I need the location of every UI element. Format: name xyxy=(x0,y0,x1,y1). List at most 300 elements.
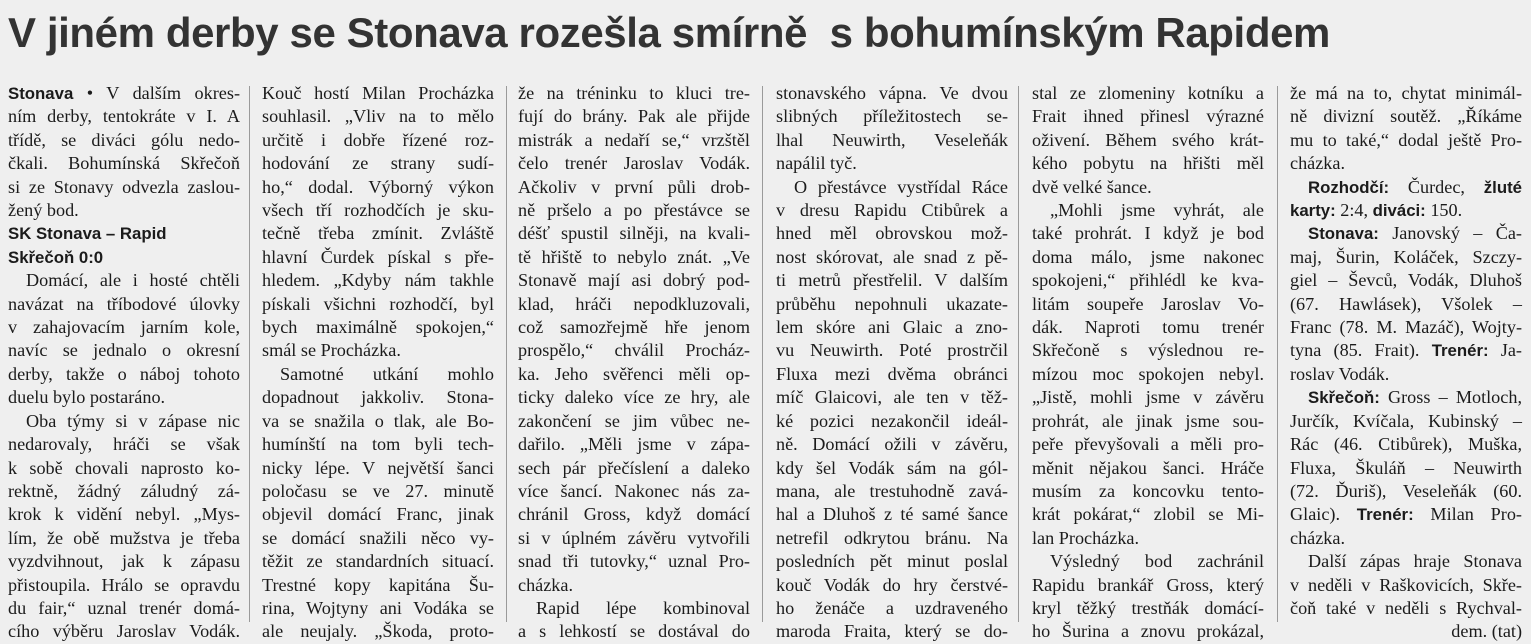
text-line xyxy=(262,527,494,550)
text-line xyxy=(8,550,240,573)
text-segment: čelo trenér Jaroslav Vodák. xyxy=(518,153,750,174)
bold-text: Trenér: xyxy=(1356,505,1414,525)
text-line xyxy=(1290,339,1522,362)
text-line xyxy=(1290,105,1522,128)
text-segment: prospělo,“ chválil Procház- xyxy=(518,340,750,361)
text-segment: těžit ze standardních situací. xyxy=(262,551,494,572)
text-line xyxy=(518,82,750,105)
text-segment: maj, Šurin, Koláček, Szczy- xyxy=(1290,246,1522,267)
text-segment: cházka. xyxy=(1290,527,1346,548)
text-line xyxy=(8,129,240,152)
text-segment: litám soupeře Jaroslav Vo- xyxy=(1032,293,1264,314)
text-segment: mízou moc spokojen nebyl. xyxy=(1032,363,1264,384)
text-line xyxy=(262,410,494,433)
text-line xyxy=(262,574,494,597)
text-segment: měnit nějakou šanci. Hráče xyxy=(1032,457,1264,478)
text-line xyxy=(8,363,240,386)
text-segment: v dresu Rapidu Ctibůrek a xyxy=(776,200,1008,221)
text-line xyxy=(262,176,494,199)
text-segment: stonavského vápna. Ve dvou xyxy=(776,83,1008,103)
text-segment: čoň také v neděli s Rychval- xyxy=(1290,597,1522,618)
text-segment: ticky daleko více ze hry, ale xyxy=(518,387,750,408)
text-segment: hal a Dluhoš z té samé šance xyxy=(776,504,1008,525)
article-column-6 xyxy=(1290,82,1522,642)
text-line xyxy=(262,316,494,339)
column-divider xyxy=(249,86,250,622)
text-segment: smál se Procházka. xyxy=(262,340,401,361)
text-line xyxy=(8,176,240,199)
text-segment: maroda Fraita, který se do- xyxy=(776,621,1008,642)
text-segment: navíc se jednalo o okresní xyxy=(8,340,240,361)
text-segment: rina, Wojtyny ani Vodáka se xyxy=(262,597,494,618)
text-line xyxy=(1290,457,1522,480)
text-line xyxy=(262,199,494,222)
text-segment: déšť spustil silněji, na kvali- xyxy=(518,223,750,244)
text-segment: lan Procházka. xyxy=(1032,527,1140,548)
text-line xyxy=(8,293,240,316)
text-segment: že má na to, chytat minimál- xyxy=(1290,83,1522,103)
text-segment: Další zápas hraje Stonava xyxy=(1308,551,1522,572)
text-line xyxy=(776,246,1008,269)
article-column-5 xyxy=(1032,82,1264,642)
text-line xyxy=(518,199,750,222)
text-line xyxy=(262,129,494,152)
text-line xyxy=(1032,386,1264,409)
text-segment: Rác (46. Ctibůrek), Muška, xyxy=(1290,434,1522,455)
text-line xyxy=(262,433,494,456)
text-line xyxy=(1032,339,1264,362)
text-segment: souhlasil. „Vliv na to mělo xyxy=(262,106,494,127)
text-line xyxy=(8,527,240,550)
text-segment: 150. xyxy=(1425,200,1463,221)
text-segment: dvě velké šance. xyxy=(1032,176,1152,197)
text-line xyxy=(1290,129,1522,152)
text-segment: „Jistě, mohli jsme v závěru xyxy=(1032,387,1264,408)
text-segment: Franc (78. M. Mazáč), Wojty- xyxy=(1290,317,1522,338)
text-line xyxy=(518,386,750,409)
text-line xyxy=(8,222,240,245)
text-line xyxy=(1032,152,1264,175)
text-segment: hlavní Čurdek pískal s pře- xyxy=(262,246,494,267)
text-line xyxy=(776,316,1008,339)
text-segment: si ze Stonavy odvezla zaslou- xyxy=(8,176,240,197)
text-segment: Fluxa, Škuláň – Neuwirth xyxy=(1290,457,1522,478)
text-line xyxy=(8,410,240,433)
text-line xyxy=(1290,176,1522,199)
text-segment: oživení. Během svého krát- xyxy=(1032,129,1264,150)
text-line xyxy=(1290,620,1522,643)
text-line xyxy=(1290,480,1522,503)
text-segment: du fair,“ uznal trenér domá- xyxy=(8,597,240,618)
article-column-1 xyxy=(8,82,240,642)
text-segment: (72. Ďuriš), Veseleňák (60. xyxy=(1290,480,1522,501)
text-segment: nedarovaly, hráči se však xyxy=(8,434,240,455)
text-line xyxy=(776,129,1008,152)
text-line xyxy=(776,550,1008,573)
text-segment: bych maximálně spokojen,“ xyxy=(262,317,494,338)
text-line xyxy=(776,199,1008,222)
text-segment: nicky lépe. V největší šanci xyxy=(262,457,494,478)
text-segment: ně divizní soutěž. „Říkáme xyxy=(1290,106,1522,127)
bold-text: Stonava xyxy=(8,84,74,103)
text-line xyxy=(518,433,750,456)
text-segment: si v úplném závěru vytvořili xyxy=(518,527,750,548)
text-line xyxy=(776,293,1008,316)
text-line xyxy=(776,433,1008,456)
text-segment: lhal Neuwirth, Veseleňák xyxy=(776,129,1008,150)
text-line xyxy=(1032,222,1264,245)
text-line xyxy=(518,550,750,573)
bold-text: diváci: xyxy=(1372,201,1426,221)
text-segment: míč Glaicovi, ale ten v těž- xyxy=(776,387,1008,408)
bold-text: Stonava: xyxy=(1308,224,1379,244)
column-divider xyxy=(1018,86,1019,622)
text-segment: třídě, se diváci gólu nedo- xyxy=(8,129,240,150)
text-line xyxy=(776,597,1008,620)
text-line xyxy=(1032,105,1264,128)
text-segment: Samotné utkání mohlo xyxy=(280,363,494,384)
text-line xyxy=(8,316,240,339)
text-line xyxy=(262,386,494,409)
text-segment: Domácí, ale i hosté chtěli xyxy=(26,270,240,291)
text-segment: hodování ze strany sudí- xyxy=(262,153,494,174)
text-segment: klad, hráči nepodkluzovali, xyxy=(518,293,750,314)
text-line xyxy=(518,503,750,526)
article-headline: V jiném derby se Stonava rozešla smírně s bohumínským Rapidem xyxy=(8,9,1330,56)
text-segment: nost skórovat, ale snad z pě- xyxy=(776,246,1008,267)
text-segment: „Mohli jsme vyhrát, ale xyxy=(1050,200,1264,221)
bold-text: Skřečoň 0:0 xyxy=(8,247,104,267)
text-line xyxy=(1032,293,1264,316)
text-line xyxy=(1032,620,1264,643)
text-segment: Rapid lépe kombinoval xyxy=(536,597,750,618)
text-segment: vu Neuwirth. Poté prostrčil xyxy=(776,340,1008,361)
text-segment: a s lehkostí se dostával do xyxy=(518,621,750,642)
text-line xyxy=(262,339,494,362)
text-line xyxy=(1290,316,1522,339)
text-segment: Trestné kopy kapitána Šu- xyxy=(262,574,494,595)
text-segment: pískali všichni rozhodčí, byl xyxy=(262,293,494,314)
text-line xyxy=(8,105,240,128)
text-line xyxy=(776,410,1008,433)
text-segment: zakončení se jim vůbec ne- xyxy=(518,410,750,431)
text-segment: mu to také,“ dodal ještě Pro- xyxy=(1290,129,1522,150)
text-line xyxy=(776,339,1008,362)
text-line xyxy=(1290,222,1522,245)
text-line xyxy=(1032,129,1264,152)
text-segment: čkali. Bohumínská Skřečoň xyxy=(8,153,240,174)
text-segment: ně pršelo a po přestávce se xyxy=(518,200,750,221)
text-line xyxy=(262,550,494,573)
text-line xyxy=(262,269,494,292)
text-line xyxy=(518,410,750,433)
text-line xyxy=(8,574,240,597)
text-segment: Jurčík, Kvíčala, Kubinský – xyxy=(1290,410,1522,431)
text-line xyxy=(262,457,494,480)
text-line xyxy=(1032,574,1264,597)
article-column-2 xyxy=(262,82,494,642)
text-line xyxy=(1290,152,1522,175)
text-segment: ním derby, tentokráte v I. A xyxy=(8,106,240,127)
text-segment: Glaic). xyxy=(1290,504,1357,525)
text-line xyxy=(8,246,240,269)
text-line xyxy=(518,222,750,245)
text-segment: krát pokárat,“ zlobil se Mi- xyxy=(1032,504,1264,525)
text-segment: stal ze zlomeniny kotníku a xyxy=(1032,83,1264,103)
text-line xyxy=(1290,527,1522,550)
text-line xyxy=(1032,363,1264,386)
text-segment: se domácí snažili něco vy- xyxy=(262,527,494,548)
text-segment: Rapidu brankář Gross, který xyxy=(1032,574,1264,595)
text-segment: cího výběru Jaroslav Vodák. xyxy=(8,621,240,642)
text-segment: objevil domácí Franc, jinak xyxy=(262,504,494,525)
article-column-3 xyxy=(518,82,750,642)
text-line xyxy=(518,339,750,362)
text-segment: slibných příležitostech se- xyxy=(776,106,1008,127)
text-line xyxy=(8,269,240,292)
text-line xyxy=(518,597,750,620)
text-line xyxy=(8,503,240,526)
text-segment: Kouč hostí Milan Procházka xyxy=(262,83,494,103)
column-divider xyxy=(762,86,763,622)
text-line xyxy=(776,457,1008,480)
text-segment: kouč Vodák do hry čerstvé- xyxy=(776,574,1008,595)
text-line xyxy=(518,105,750,128)
text-segment: musím za koncovku tento- xyxy=(1032,480,1264,501)
text-segment: ale neujaly. „Škoda, proto- xyxy=(262,621,494,642)
text-segment: určitě i dobře řízené roz- xyxy=(262,129,494,150)
text-segment: spokojeni,“ přihlédl ke kva- xyxy=(1032,270,1264,291)
text-segment: 2:4, xyxy=(1335,200,1373,221)
text-segment: dák. Naproti tomu trenér xyxy=(1032,317,1264,338)
text-line xyxy=(1032,410,1264,433)
text-segment: giel – Ševců, Vodák, Dluhoš xyxy=(1290,270,1522,291)
text-line xyxy=(776,503,1008,526)
text-line xyxy=(1290,433,1522,456)
bold-text: žluté xyxy=(1483,177,1522,197)
text-line xyxy=(1032,82,1264,105)
text-segment: ho Šurina a znovu prokázal, xyxy=(1032,621,1264,642)
text-segment: fují do brány. Pak ale přijde xyxy=(518,106,750,127)
text-line xyxy=(518,129,750,152)
text-segment: Výsledný bod zachránil xyxy=(1050,551,1264,572)
text-line xyxy=(8,597,240,620)
text-line xyxy=(518,246,750,269)
text-line xyxy=(776,152,1008,175)
text-segment: ké pozici nezakončil ideál- xyxy=(776,410,1008,431)
text-line xyxy=(518,176,750,199)
text-line xyxy=(8,457,240,480)
text-line xyxy=(518,527,750,550)
text-segment: ho,“ dodal. Výborný výkon xyxy=(262,176,494,197)
text-segment: napálil tyč. xyxy=(776,153,857,174)
text-line xyxy=(1032,269,1264,292)
text-segment: také prohrát. I když je bod xyxy=(1032,223,1264,244)
text-segment: všech tří rozhodčích je sku- xyxy=(262,200,494,221)
text-segment: snad tři tutovky,“ uznal Pro- xyxy=(518,551,750,572)
text-segment: (67. Hawlásek), Všolek – xyxy=(1290,293,1522,314)
text-line xyxy=(776,222,1008,245)
text-line xyxy=(8,386,240,409)
text-segment: kdy šel Vodák sám na gól- xyxy=(776,457,1008,478)
text-line xyxy=(1290,293,1522,316)
text-segment: průběhu nepohnuli ukazate- xyxy=(776,293,1008,314)
text-line xyxy=(262,363,494,386)
article-column-4 xyxy=(776,82,1008,642)
text-segment: peře převyšovali a měli pro- xyxy=(1032,434,1264,455)
text-segment: poločasu se ve 27. minutě xyxy=(262,480,494,501)
text-line xyxy=(8,199,240,222)
text-line xyxy=(1032,176,1264,199)
text-segment: dařilo. „Měli jsme v zápa- xyxy=(518,434,750,455)
text-segment: vyzdvihnout, jak k zápasu xyxy=(8,551,240,572)
text-line xyxy=(1290,550,1522,573)
text-line xyxy=(1290,363,1522,386)
text-segment: Gross – Motloch, xyxy=(1379,387,1522,408)
text-segment: O přestávce vystřídal Ráce xyxy=(794,176,1008,197)
text-segment: prohrát, ale jinak jsme sou- xyxy=(1032,410,1264,431)
text-segment: v neděli v Raškovicích, Skře- xyxy=(1290,574,1522,595)
text-line xyxy=(262,222,494,245)
text-segment: Čurdec, xyxy=(1389,176,1484,197)
text-segment: hned měl obrovskou mož- xyxy=(776,223,1008,244)
text-segment: Milan Pro- xyxy=(1413,504,1522,525)
text-segment: v zahajovacím jarním kole, xyxy=(8,317,240,338)
text-line xyxy=(1032,597,1264,620)
text-segment: doma málo, jsme nakonec xyxy=(1032,246,1264,267)
text-line xyxy=(518,480,750,503)
bold-text: SK Stonava – Rapid xyxy=(8,224,167,244)
text-line xyxy=(1032,503,1264,526)
text-segment: ho ženáče a uzdraveného xyxy=(776,597,1008,618)
text-line xyxy=(776,176,1008,199)
text-line xyxy=(776,480,1008,503)
text-segment: lím, že obě mužstva je třeba xyxy=(8,527,240,548)
text-segment: ti metrů přestřelil. V dalším xyxy=(776,270,1008,291)
text-line xyxy=(518,363,750,386)
text-segment: kého pobytu na hřišti měl xyxy=(1032,153,1264,174)
text-line xyxy=(1032,433,1264,456)
text-segment: chránil Gross, když domácí xyxy=(518,504,750,525)
text-segment: mistrák a nedaří se,“ vrzštěl xyxy=(518,129,750,150)
text-line xyxy=(1032,199,1264,222)
text-line xyxy=(1032,246,1264,269)
text-segment: netrefil odkrytou bránu. Na xyxy=(776,527,1008,548)
text-segment: rektně, žádný záludný zá- xyxy=(8,480,240,501)
text-line xyxy=(776,269,1008,292)
bold-text: Rozhodčí: xyxy=(1308,177,1390,197)
bold-text: Skřečoň: xyxy=(1308,388,1380,408)
text-line xyxy=(518,620,750,643)
text-line xyxy=(8,433,240,456)
text-line xyxy=(776,363,1008,386)
text-segment: přistoupila. Hrálo se opravdu xyxy=(8,574,240,595)
text-line xyxy=(1290,386,1522,409)
text-line xyxy=(518,293,750,316)
text-line xyxy=(1032,480,1264,503)
text-segment: hledem. „Kdyby nám takhle xyxy=(262,270,494,291)
text-segment: žený bod. xyxy=(8,200,79,221)
text-segment: Janovský – Ča- xyxy=(1378,223,1522,244)
text-line xyxy=(262,105,494,128)
text-segment: lem skóre ani Glaic a zno- xyxy=(776,317,1008,338)
text-segment: navázat na tříbodové úlovky xyxy=(8,293,240,314)
text-segment: tě hřiště to nebylo znát. „Ve xyxy=(518,246,750,267)
text-segment: Fluxa mezi dvěma obránci xyxy=(776,363,1008,384)
text-segment: Frait ihned přinesl výrazné xyxy=(1032,106,1264,127)
text-segment: humínští na tom byli tech- xyxy=(262,434,494,455)
text-line xyxy=(1032,457,1264,480)
text-segment: kryl těžký trestňák domácí- xyxy=(1032,597,1264,618)
text-line xyxy=(776,620,1008,643)
text-line xyxy=(262,503,494,526)
bold-text: karty: xyxy=(1290,201,1336,221)
text-segment: va se snažila o tlak, ale Bo- xyxy=(262,410,494,431)
text-line xyxy=(262,246,494,269)
text-line xyxy=(262,152,494,175)
text-line xyxy=(8,152,240,175)
text-line xyxy=(1290,82,1522,105)
text-segment: k sobě chovali naprosto ko- xyxy=(8,457,240,478)
text-line xyxy=(776,386,1008,409)
text-segment: krok k vidění nebyl. „Mys- xyxy=(8,504,240,525)
text-segment: více šancí. Nakonec nás za- xyxy=(518,480,750,501)
text-segment: sech pár přečíslení a daleko xyxy=(518,457,750,478)
text-line xyxy=(8,620,240,643)
text-segment: cházka. xyxy=(518,574,574,595)
text-segment: duelu bylo postaráno. xyxy=(8,387,166,408)
text-segment: derby, takže o náboj tohoto xyxy=(8,363,240,384)
text-segment: cházka. xyxy=(1290,153,1346,174)
text-line xyxy=(262,293,494,316)
text-segment: roslav Vodák. xyxy=(1290,363,1390,384)
text-segment: Oba týmy si v zápase nic xyxy=(26,410,240,431)
text-segment: • V dalším okres- xyxy=(73,83,240,103)
text-line xyxy=(1290,503,1522,526)
text-line xyxy=(518,269,750,292)
text-line xyxy=(776,105,1008,128)
text-line xyxy=(262,82,494,105)
bold-text: Trenér: xyxy=(1431,341,1489,361)
text-line xyxy=(262,597,494,620)
text-line xyxy=(8,480,240,503)
text-line xyxy=(1032,550,1264,573)
text-line xyxy=(776,82,1008,105)
text-segment: Skřečoně s výslednou re- xyxy=(1032,340,1264,361)
text-segment: že na tréninku to kluci tre- xyxy=(518,83,750,103)
text-line xyxy=(8,339,240,362)
text-line xyxy=(776,527,1008,550)
column-divider xyxy=(1277,86,1278,622)
text-line xyxy=(262,480,494,503)
text-line xyxy=(1032,316,1264,339)
text-segment: ka. Jeho svěřenci měli op- xyxy=(518,363,750,384)
text-line xyxy=(518,316,750,339)
text-line xyxy=(262,620,494,643)
text-line xyxy=(1290,246,1522,269)
text-line xyxy=(1032,527,1264,550)
text-line xyxy=(1290,410,1522,433)
text-segment: posledních pět minut poslal xyxy=(776,551,1008,572)
text-segment: Ja- xyxy=(1488,340,1522,361)
text-line xyxy=(518,574,750,597)
text-line xyxy=(518,457,750,480)
text-segment: dem. (tat) xyxy=(1451,621,1522,642)
text-segment: Ačkoliv v první půli drob- xyxy=(518,176,750,197)
column-divider xyxy=(506,86,507,622)
text-line xyxy=(776,574,1008,597)
text-segment: mana, ale trestuhodně zavá- xyxy=(776,480,1008,501)
